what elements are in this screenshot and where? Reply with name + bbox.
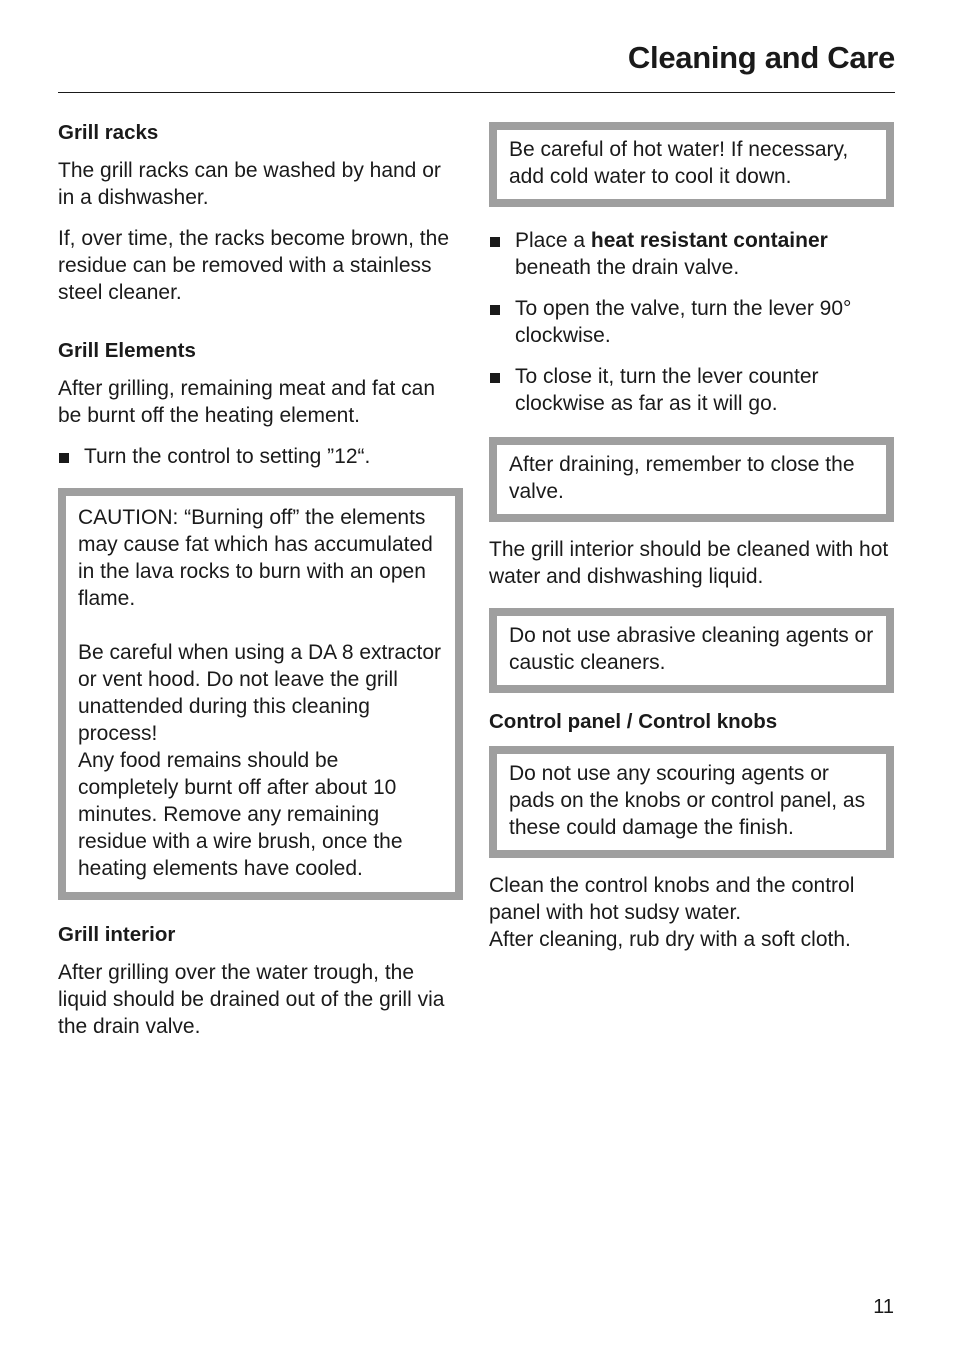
grill-elements-bullets — [58, 443, 463, 470]
section-grill-interior — [58, 920, 463, 1040]
drain-bullets — [489, 227, 894, 417]
control-panel-line-2: After cleaning, rub dry with a soft cloth. — [489, 928, 851, 951]
heading-grill-racks: Grill racks — [58, 121, 159, 144]
section-grill-racks — [58, 118, 463, 306]
hot-water-box — [489, 122, 894, 207]
heading-control-panel: Control panel / Control knobs — [489, 710, 778, 733]
page-title: Cleaning and Care — [627, 40, 895, 75]
control-panel-paragraph — [489, 872, 894, 953]
heading-grill-elements: Grill Elements — [58, 339, 196, 362]
abrasive-text: Do not use abrasive cleaning agents or caustic cleaners. — [509, 624, 874, 674]
interior-clean-paragraph: The grill interior should be cleaned with hot water and dishwashing liquid. — [489, 538, 889, 588]
caution-box — [58, 488, 463, 900]
hot-water-text: Be careful of hot water! If necessary, add cold water to cool it down. — [509, 138, 849, 188]
close-valve-text: After draining, remember to close the valve. — [509, 453, 855, 503]
grill-racks-paragraph-2: If, over time, the racks become brown, the residue can be removed with a stainless steel cleaner. — [58, 227, 450, 304]
bullet-item — [489, 363, 894, 417]
bullet-text: Turn the control to setting ”12“. — [84, 445, 371, 468]
bullet-text-pre: Place a — [515, 229, 591, 252]
control-panel-line-1: Clean the control knobs and the control panel with hot sudsy water. — [489, 874, 855, 924]
square-bullet-icon — [490, 373, 500, 383]
grill-racks-paragraph-1: The grill racks can be washed by hand or in a dishwasher. — [58, 159, 441, 209]
close-valve-box — [489, 437, 894, 522]
left-column — [58, 118, 463, 1054]
bullet-text: To close it, turn the lever counter clockwise as far as it will go. — [515, 365, 819, 415]
bullet-item — [58, 443, 463, 470]
control-panel-warning: Do not use any scouring agents or pads on the knobs or control panel, as these could damage the finish. — [509, 762, 866, 839]
bullet-text-bold: heat resistant container — [590, 229, 828, 252]
bullet-item — [489, 295, 894, 349]
bullet-text: To open the valve, turn the lever 90° clockwise. — [515, 297, 852, 347]
heading-grill-interior: Grill interior — [58, 923, 176, 946]
grill-elements-paragraph: After grilling, remaining meat and fat can be burnt off the heating element. — [58, 377, 436, 427]
caution-paragraph-2: Be careful when using a DA 8 extractor or vent hood. Do not leave the grill unattended during this cleaning process! — [78, 641, 442, 745]
title-rule — [58, 92, 895, 93]
bullet-text-post: beneath the drain valve. — [515, 256, 740, 279]
square-bullet-icon — [490, 305, 500, 315]
abrasive-box — [489, 608, 894, 693]
page-number: 11 — [873, 1296, 894, 1318]
bullet-item — [489, 227, 894, 281]
caution-paragraph-1: CAUTION: “Burning off” the elements may cause fat which has accumulated in the lava rocks to burn with an open flame. — [78, 506, 433, 610]
section-control-panel — [489, 707, 894, 953]
square-bullet-icon — [59, 453, 69, 463]
caution-paragraph-3: Any food remains should be completely burnt off after about 10 minutes. Remove any remaining residue with a wire brush, once the heating elements have cooled. — [78, 749, 403, 880]
right-column — [489, 122, 894, 967]
grill-interior-paragraph: After grilling over the water trough, the liquid should be drained out of the grill via the drain valve. — [58, 961, 445, 1038]
control-panel-box — [489, 746, 894, 858]
square-bullet-icon — [490, 237, 500, 247]
section-grill-elements — [58, 336, 463, 900]
